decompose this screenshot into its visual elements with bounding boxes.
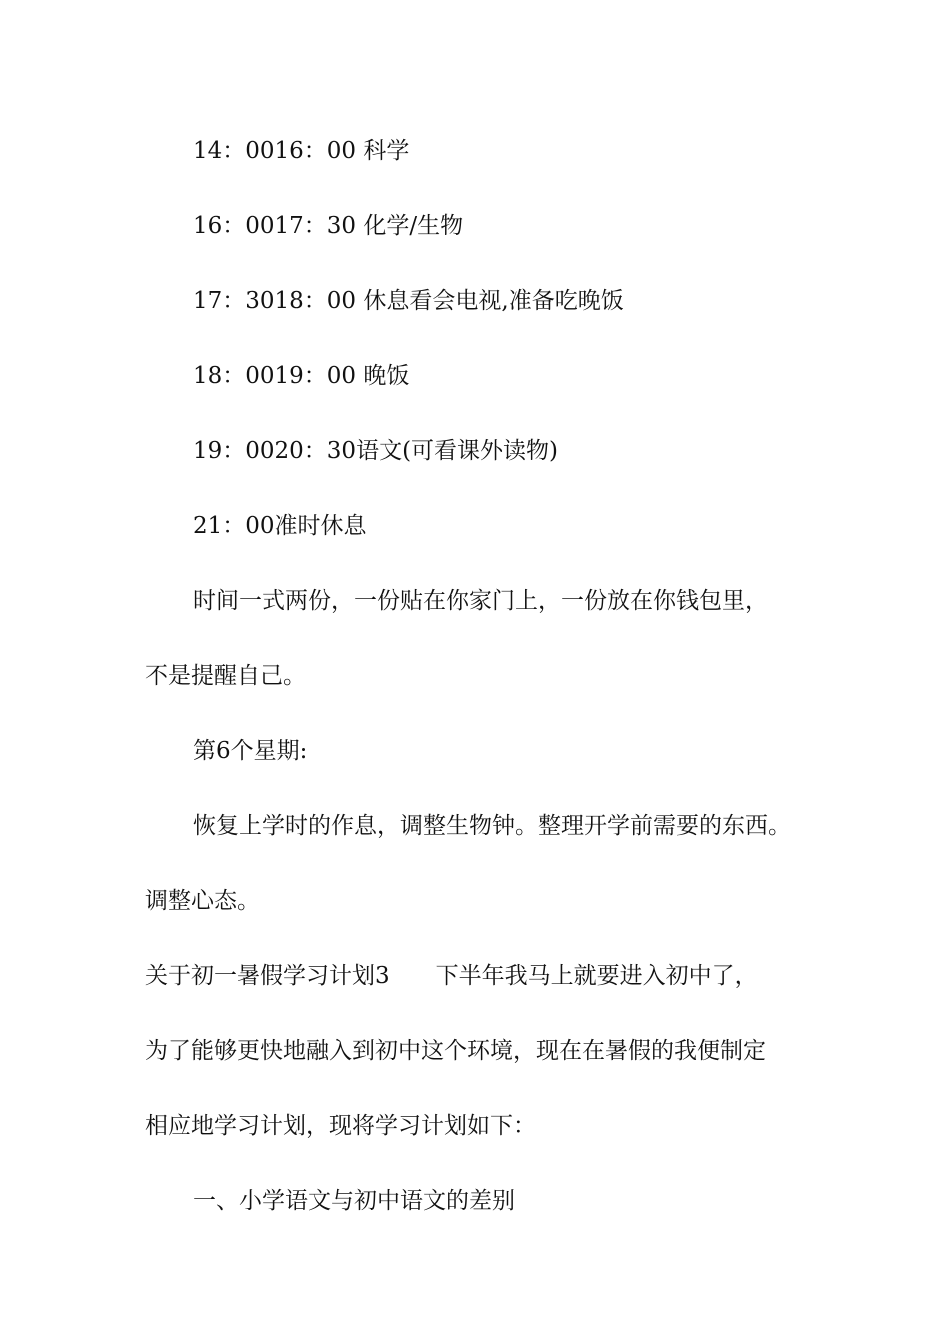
paragraph-copies-line-2: 不是提醒自己。 [145, 663, 306, 689]
schedule-line-dinner: 18：0019：00 晚饭 [193, 363, 410, 389]
schedule-line-science: 14：0016：00 科学 [193, 138, 410, 164]
schedule-line-chemistry-biology: 16：0017：30 化学/生物 [193, 213, 464, 239]
paragraph-week6-line-2: 调整心态。 [145, 888, 260, 914]
plan-3-line-3: 相应地学习计划，现将学习计划如下： [145, 1113, 536, 1139]
schedule-line-rest: 17：3018：00 休息看会电视,准备吃晚饭 [193, 288, 624, 314]
paragraph-week6-line-1: 恢复上学时的作息，调整生物钟。整理开学前需要的东西。 [193, 813, 791, 839]
schedule-line-sleep: 21：00准时休息 [193, 513, 367, 539]
schedule-line-chinese: 19：0020：30语文(可看课外读物) [193, 438, 559, 464]
section-heading-difference: 一、小学语文与初中语文的差别 [193, 1188, 515, 1214]
paragraph-copies-line-1: 时间一式两份，一份贴在你家门上，一份放在你钱包里， [193, 588, 768, 614]
week-6-heading: 第6个星期: [193, 738, 308, 764]
plan-3-line-2: 为了能够更快地融入到初中这个环境，现在在暑假的我便制定 [145, 1038, 766, 1064]
plan-3-line-1: 关于初一暑假学习计划3 下半年我马上就要进入初中了， [145, 963, 758, 989]
